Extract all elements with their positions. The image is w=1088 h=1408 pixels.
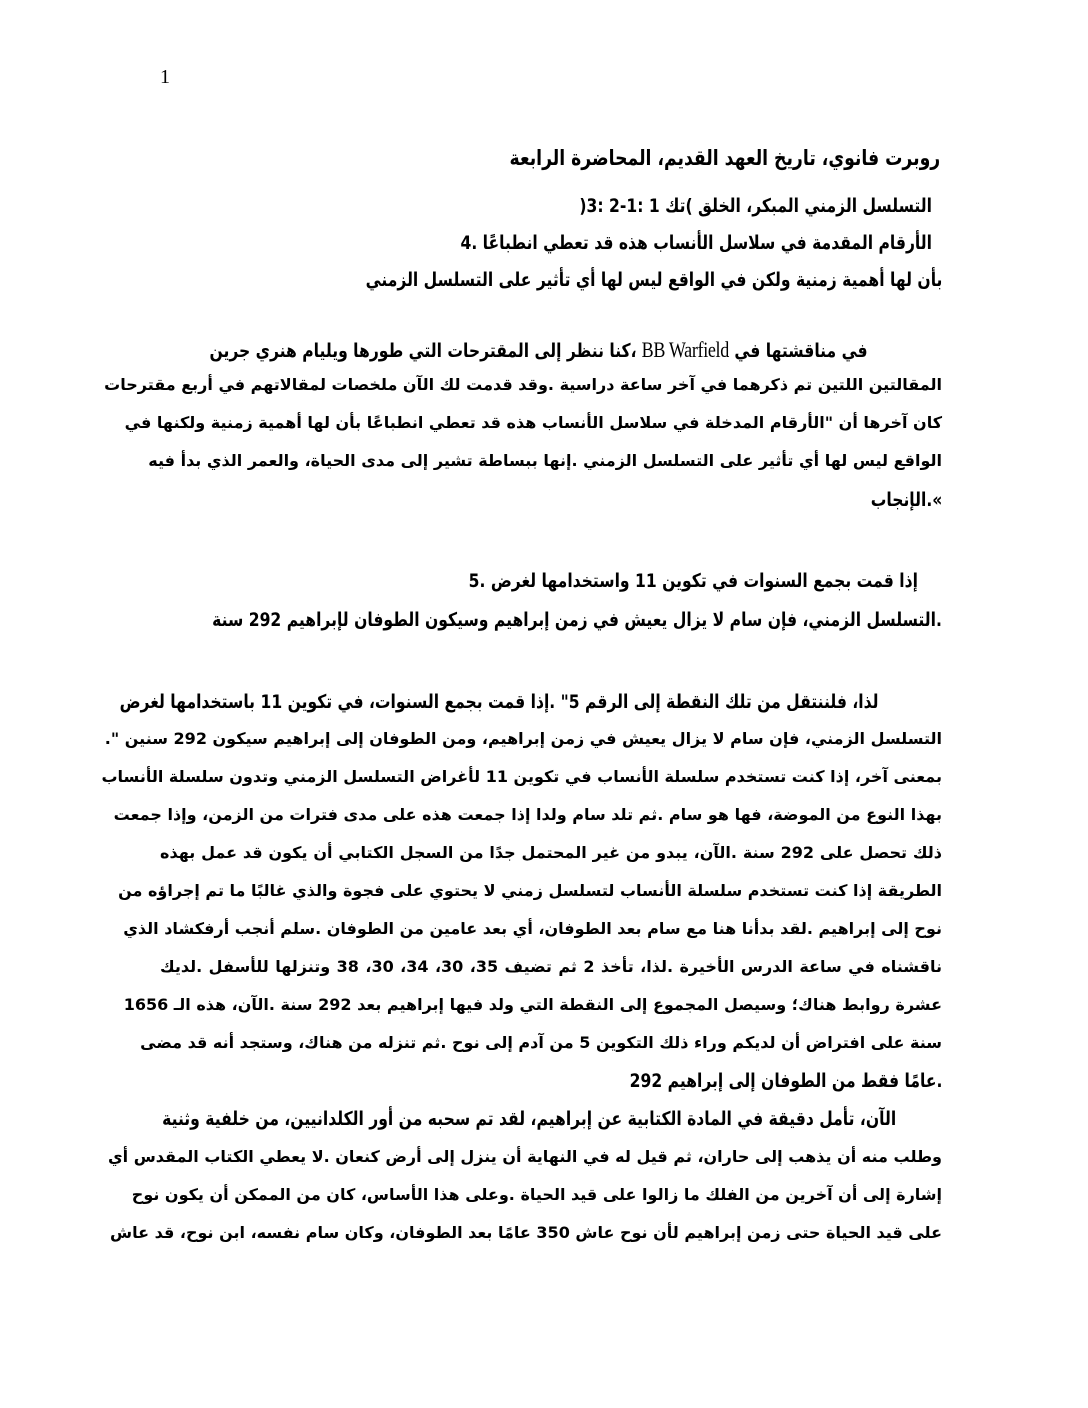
intro-line: بأن لها أهمية زمنية ولكن في الواقع ليس لها أي تأثير على التسلسل الزمني bbox=[365, 269, 942, 291]
intro-line: التسلسل الزمني المبكر، الخلق )تك 1 :1-2 :3( bbox=[579, 195, 932, 217]
point-line: إذا قمت بجمع السنوات في تكوين 11 واستخدامها لغرض .5 bbox=[468, 570, 918, 592]
paragraph-line: سنة على افتراض أن لديكم وراء ذلك التكوين 5 من آدم إلى نوح .ثم تنزله من هناك، وستجد أنه قد مضى bbox=[140, 1033, 942, 1052]
author-name: BB Warfield bbox=[642, 337, 730, 362]
paragraph-line: كان آخرها أن "الأرقام المدخلة في سلاسل الأنساب هذه قد تعطي انطباعًا بأن لها أهمية زمنية ولكنها في bbox=[124, 413, 942, 432]
paragraph-line: إشارة إلى أن آخرين من الفلك ما زالوا على قيد الحياة .وعلى هذا الأساس، كان من الممكن أن يكون نوح bbox=[131, 1185, 942, 1204]
paragraph-line: بمعنى آخر، إذا كنت تستخدم سلسلة الأنساب في تكوين 11 لأغراض التسلسل الزمني وتدون سلسلة الأنساب bbox=[101, 767, 942, 786]
paragraph-line: الآن، تأمل دقيقة في المادة الكتابية عن إبراهيم، لقد تم سحبه من أور الكلدانيين، من خلفية وثنية bbox=[161, 1108, 896, 1130]
paragraph-line: لذا، فلننتقل من تلك النقطة إلى الرقم 5" .إذا قمت بجمع السنوات، في تكوين 11 باستخدامها لغرض bbox=[119, 691, 878, 713]
paragraph-line: الواقع ليس لها أي تأثير على التسلسل الزمني .إنها ببساطة تشير إلى مدى الحياة، والعمر الذي بدأ فيه bbox=[148, 451, 942, 470]
paragraph-line: نوح إلى إبراهيم .لقد بدأنا هنا مع سام بعد الطوفان، أي بعد عامين من الطوفان .سلم أنجب أرفكشاد الذي bbox=[123, 919, 942, 938]
paragraph-line bbox=[210, 336, 868, 365]
paragraph-line: بهذا النوع من الموضة، فها هو سام .ثم تلد سام ولدا إذا جمعت هذه على مدى فترات من الزمن، وإذا جمعت bbox=[113, 805, 942, 824]
paragraph-line: وطلب منه أن يذهب إلى حاران، ثم قيل له في النهاية أن ينزل إلى أرض كنعان .لا يعطي الكتاب المقدس أي bbox=[108, 1147, 942, 1166]
intro-line: الأرقام المقدمة في سلاسل الأنساب هذه قد تعطي انطباعًا .4 bbox=[460, 232, 932, 254]
paragraph-line: ناقشناه في ساعة الدرس الأخيرة .لذا، تأخذ 2 ثم تضيف 35، 30، 34، 30، 38 وتنزلها للأسفل .لديك bbox=[160, 957, 943, 976]
paragraph-line: على قيد الحياة حتى زمن إبراهيم لأن نوح عاش 350 عامًا بعد الطوفان، وكان سام نفسه، ابن نوح، قد عاش bbox=[110, 1223, 942, 1242]
paragraph-line: عشرة روابط هناك؛ وسيصل المجموع إلى النقطة التي ولد فيها إبراهيم بعد 292 سنة .الآن، هذه الـ 1656 bbox=[123, 995, 942, 1014]
document-title: روبرت فانوي، تاريخ العهد القديم، المحاضرة الرابعة bbox=[509, 146, 940, 170]
paragraph-text: ،كنا ننظر إلى المقترحات التي طورها ويليام هنري جرين bbox=[209, 340, 637, 362]
paragraph-text: في مناقشتها في bbox=[734, 340, 868, 362]
paragraph-line: ذلك تحصل على 292 سنة .الآن، يبدو من غير المحتمل جدًا من السجل الكتابي أن يكون قد عمل بهذه bbox=[160, 843, 942, 862]
paragraph-line: .عامًا فقط من الطوفان إلى إبراهيم 292 bbox=[629, 1070, 942, 1092]
paragraph-line: ».الإنجاب bbox=[870, 489, 942, 511]
paragraph-line: المقالتين اللتين تم ذكرهما في آخر ساعة دراسية .وقد قدمت لك الآن ملخصات لمقالاتهم في أربع مقترحات bbox=[104, 375, 942, 394]
point-line: .التسلسل الزمني، فإن سام لا يزال يعيش في زمن إبراهيم وسيكون الطوفان لإبراهيم 292 سنة bbox=[212, 609, 943, 631]
page-number: 1 bbox=[160, 66, 170, 88]
paragraph-line: التسلسل الزمني، فإن سام لا يزال يعيش في زمن إبراهيم، ومن الطوفان إلى إبراهيم سيكون 292 سنين ". bbox=[104, 729, 942, 748]
paragraph-line: الطريقة إذا كنت تستخدم سلسلة الأنساب لتسلسل زمني لا يحتوي على فجوة والذي غالبًا ما تم إجراؤه من bbox=[118, 881, 942, 900]
